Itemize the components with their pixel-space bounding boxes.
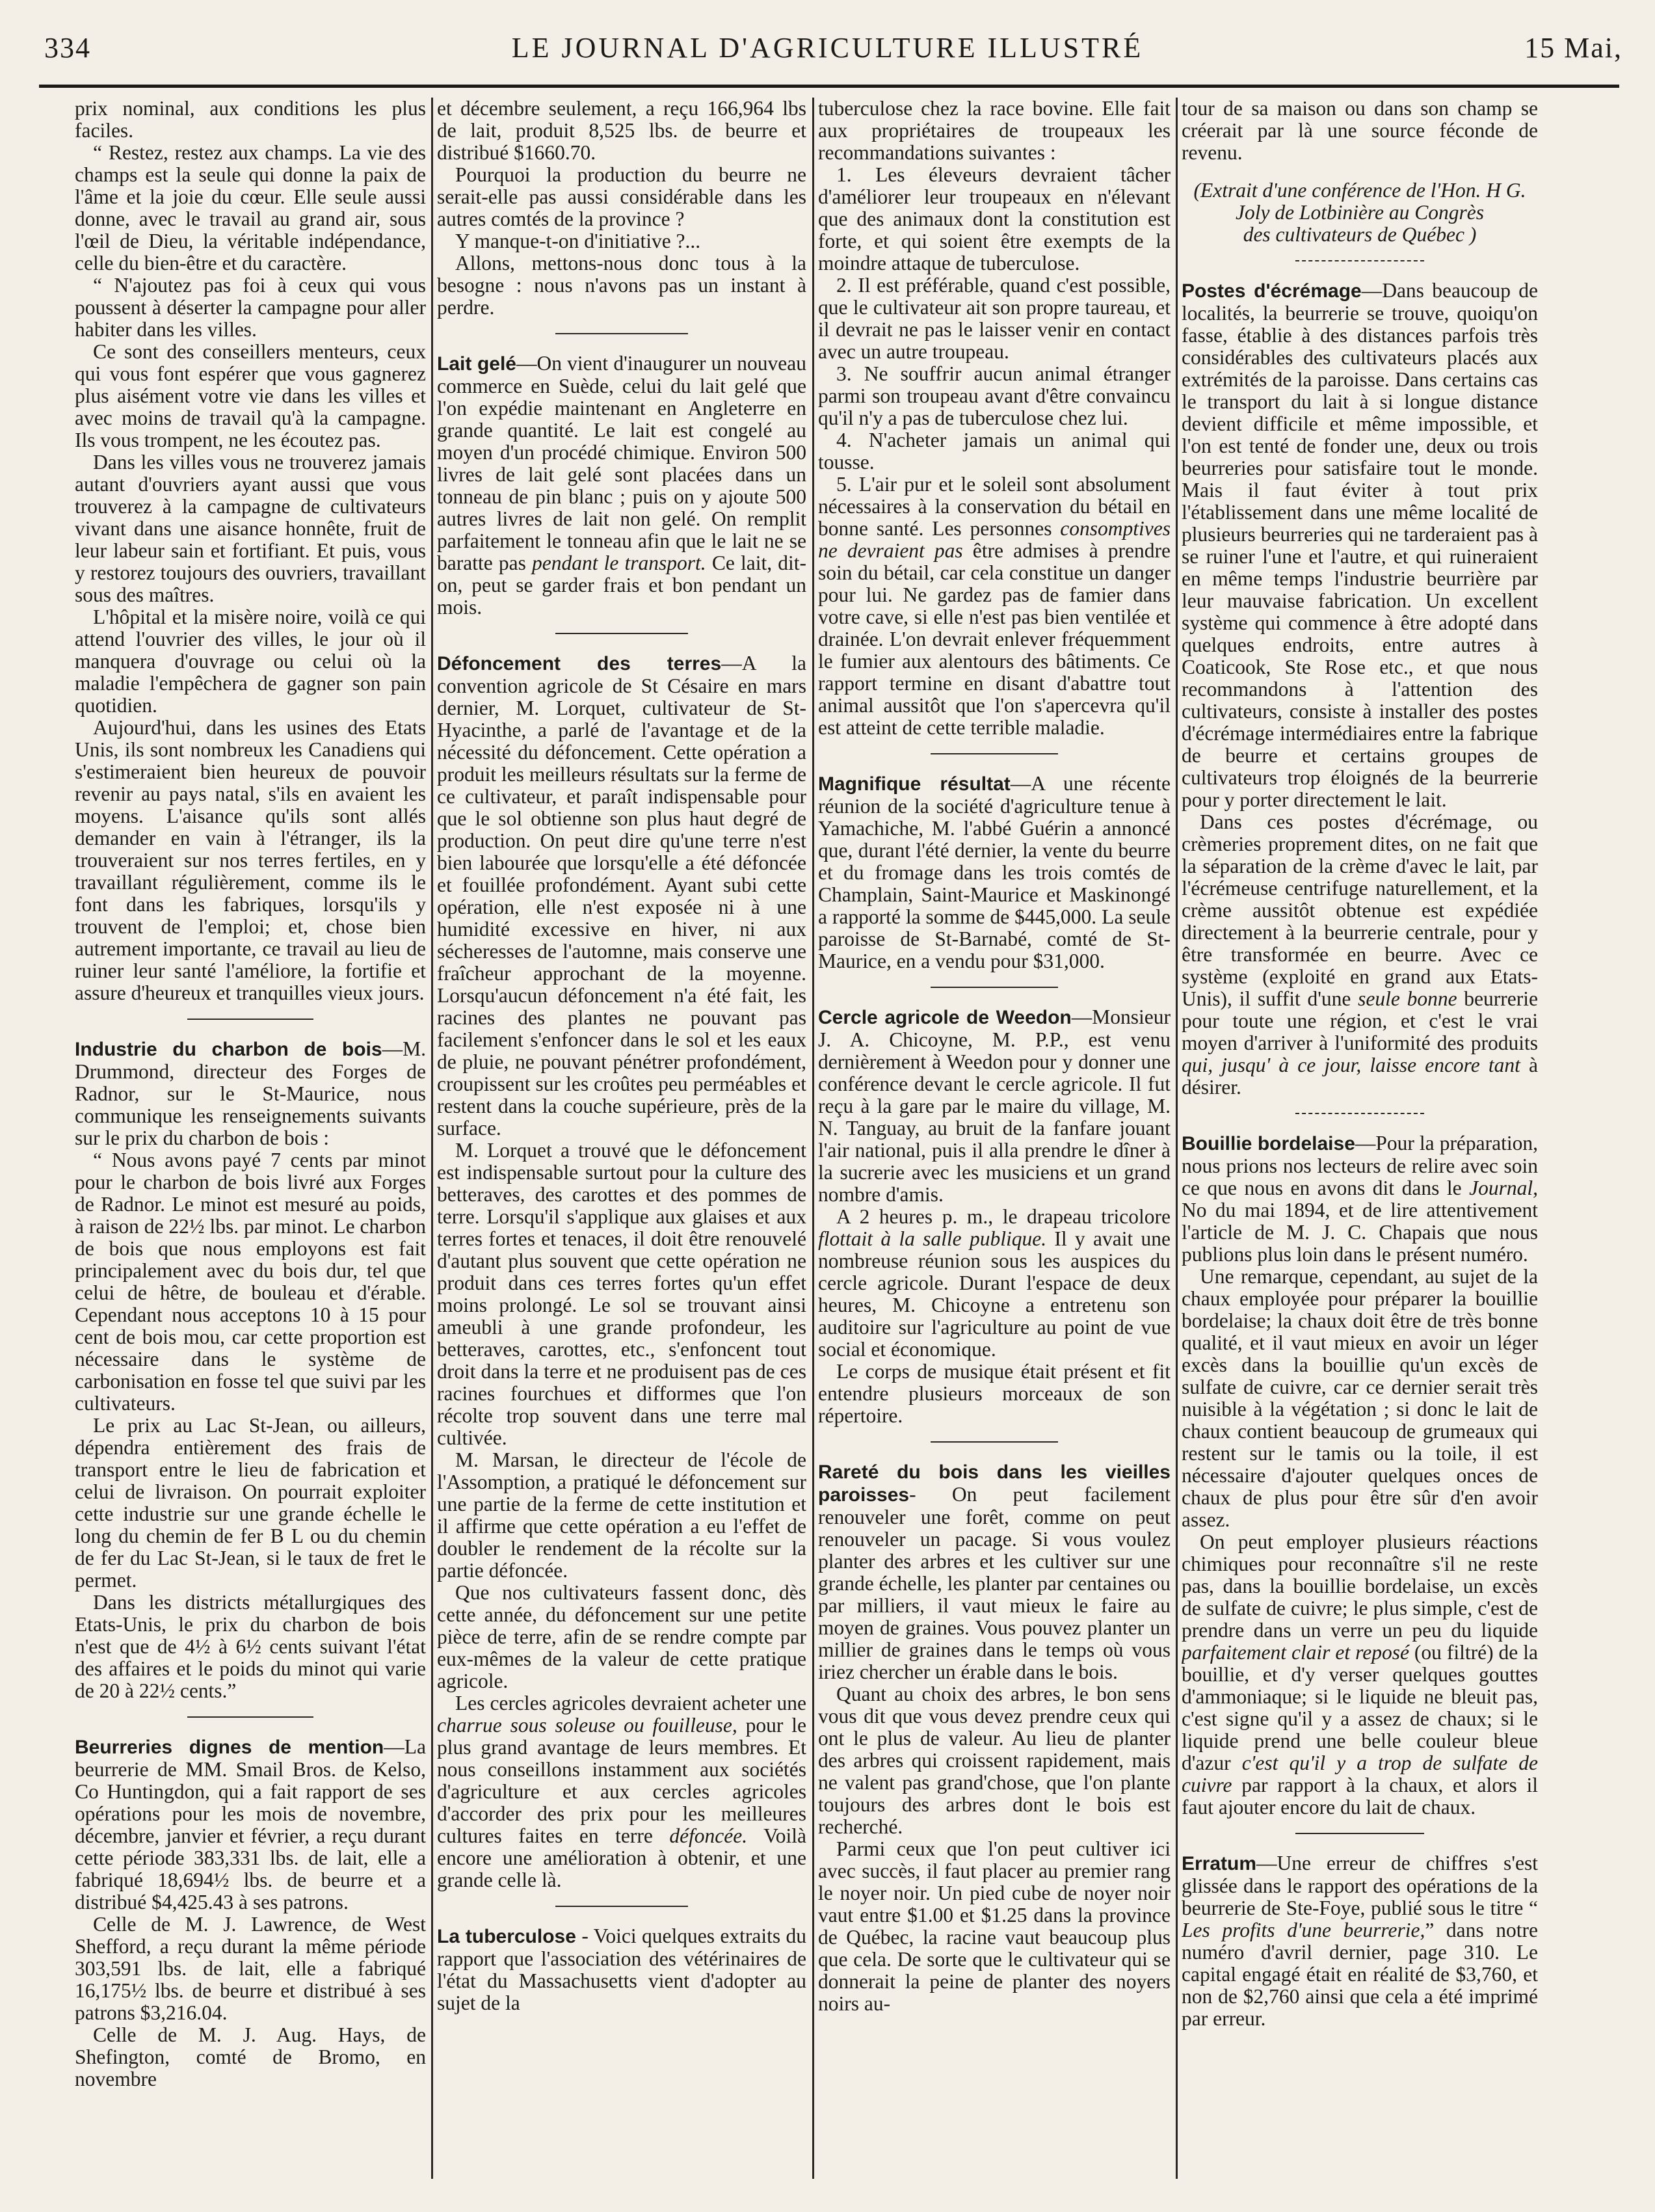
column-rule-1 xyxy=(431,98,433,2179)
source-credit: (Extrait d'une conférence de l'Hon. H G. Joly de Lotbinière au Congrès xyxy=(1193,179,1526,224)
paragraph: Dans les villes vous ne trouverez jamais autant d'ouvriers ayant aussi que vous trouverez à la campagne de cultivateurs vivant dans une aisance honnête, fruit de leur labeur sain et fortifiant. Et puis, vous y restorez toujours des ouvriers, travaillant sous des maîtres. xyxy=(75,451,426,606)
list-item: 3. Ne souffrir aucun animal étranger parmi son troupeau avant d'être convaincu qu'il n'y a pas de tuberculose chez lui. xyxy=(818,362,1171,429)
section-separator xyxy=(75,1004,426,1033)
emphasis: c'est qu'il y a trop de sulfate de cuivre xyxy=(1182,1752,1538,1796)
paragraph: Parmi ceux que l'on peut cultiver ici avec succès, il faut placer au premier rang le noyer noir. Un pied cube de noyer noir vaut entre $1.00 et $1.25 dans la province de Québec, la racine vaut beaucoup plus que cela. De sorte que le cultivateur qui se donnerait la peine de planter des noyers noirs au- xyxy=(818,1837,1171,2015)
list-item: 2. Il est préférable, quand c'est possible, que le cultivateur ait son propre taureau, et il devrait ne pas le laisser venir en contact avec un autre troupeau. xyxy=(818,274,1171,363)
section-separator xyxy=(437,619,806,647)
emphasis: flottait à la salle publique. xyxy=(818,1227,1047,1250)
article-heading: Erratum xyxy=(1182,1853,1257,1874)
list-item xyxy=(818,473,1171,739)
paragraph: Allons, mettons-nous donc tous à la besogne : nous n'avons pas un instant à perdre. xyxy=(437,252,806,319)
paragraph: “ Restez, restez aux champs. La vie des champs est la seule qui donne la paix de l'âme et la joie du cœur. Elle seule aussi donne, avec le travail au grand air, sous l'œil de Dieu, la véritable indépendance, celle du bien-être et du caractère. xyxy=(75,141,426,274)
article-text: par rapport à la chaux, et alors il faut ajouter encore du lait de chaux. xyxy=(1182,1774,1538,1819)
page-header xyxy=(0,0,1655,88)
section-separator xyxy=(1182,1099,1538,1127)
article-heading: Bouillie bordelaise xyxy=(1182,1133,1355,1154)
article-text: Il y avait une nombreuse réunion sous les auspices du cercle agricole. Durant l'espace de deux heures, M. Chicoyne a entretenu son auditoire sur l'agriculture au point de vue social et économique. xyxy=(818,1227,1171,1361)
paragraph: L'hôpital et la misère noire, voilà ce qui attend l'ouvrier des villes, le jour où il manquera d'ouvrage ou celui où la maladie l'empêchera de gagner son pain quotidien. xyxy=(75,606,426,717)
article-text: Les cercles agricoles devraient acheter une xyxy=(455,1692,806,1714)
article-heading: Industrie du charbon de bois xyxy=(75,1039,382,1060)
header-rule xyxy=(39,85,1619,88)
section-separator xyxy=(818,739,1171,767)
paragraph: prix nominal, aux conditions les plus faciles. xyxy=(75,98,426,142)
emphasis: charrue sous soleuse ou fouilleuse, xyxy=(437,1714,737,1737)
article-text: beurrerie pour toute une région, et c'est le vrai moyen d'arriver à l'uniformité des produits xyxy=(1182,987,1538,1054)
paragraph: Y manque-t-on d'initiative ?... xyxy=(455,230,701,252)
article-heading: La tuberculose xyxy=(437,1926,576,1947)
paragraph: Le corps de musique était présent et fit entendre plusieurs morceaux de son répertoire. xyxy=(818,1360,1171,1427)
paragraph: Ce sont des conseillers menteurs, ceux qui vous font espérer que vous gagnerez plus aisément votre vie dans les villes et avec moins de travail qu'à la campagne. Ils vous trompent, ne les écoutez pas. xyxy=(75,340,426,451)
article-text: (ou filtré) de la bouillie, et d'y verser quelques gouttes d'ammoniaque; si le liquide ne bleuit pas, c'est signe qu'il y a assez de chaux; si le liquide prend une belle couleur bleue d'azur xyxy=(1182,1641,1538,1774)
paragraph: Dans les districts métallurgiques des Etats-Unis, le prix du charbon de bois n'est que de 4½ à 6½ cents suivant l'état des affaires et le poids du minot qui varie de 20 à 22½ cents.” xyxy=(75,1591,426,1702)
paragraph: Quant au choix des arbres, le bon sens vous dit que vous devez prendre ceux qui ont le plus de valeur. Au lieu de planter des arbres qui croissent rapidement, mais ne valent pas grand'chose, que l'on plante toujours des arbres dont le bois est recherché. xyxy=(818,1683,1171,1838)
article-text: —La beurrerie de MM. Smail Bros. de Kelso, Co Huntingdon, qui a fait rapport de ses opérations pour les mois de novembre, décembre, janvier et février, a reçu durant cette période 383,331 lbs. de lait, elle a fabriqué 18,694½ lbs. de beurre et a distribué $4,425.43 à ses patrons. xyxy=(75,1735,426,1913)
column-4 xyxy=(1182,98,1538,2179)
paragraph: Une remarque, cependant, au sujet de la chaux employée pour préparer la bouillie bordelaise; la chaux doit être de très bonne qualité, et il vaut mieux en avoir un léger excès dans la bouillie qu'un excès de sulfate de cuivre, car ce dernier serait très nuisible à la végétation ; si donc le lait de chaux contient beaucoup de grumeaux qui restent sur le tamis ou la toile, il est nécessaire d'ajouter quelques onces de chaux de plus pour être sûr d'en avoir assez. xyxy=(1182,1265,1538,1531)
section-separator xyxy=(437,319,806,347)
section-separator xyxy=(818,1427,1171,1456)
paragraph: M. Lorquet a trouvé que le défoncement est indispensable surtout pour la culture des betteraves, des carottes et des pommes de terre. Lorsqu'il s'applique aux glaises et aux terres fortes et tenaces, il doit être renouvelé d'autant plus souvent que cette opération ne produit dans ces terres fortes qu'un effet moins prolongé. Le sol se trouvant ainsi ameubli à une grande profondeur, les betteraves, carottes, etc., s'enfoncent tout droit dans la terre et ne produisent pas de ces racines fourchues et difformes que l'on récolte trop souvent dans une terre mal cultivée. xyxy=(437,1139,806,1449)
article-heading: Cercle agricole de Weedon xyxy=(818,1007,1072,1028)
emphasis: Journal, xyxy=(1469,1177,1538,1199)
article-heading: Magnifique résultat xyxy=(818,773,1011,795)
emphasis: pendant le transport. xyxy=(532,552,706,574)
paragraph xyxy=(818,1206,1171,1361)
paragraph: “ Nous avons payé 7 cents par minot pour le charbon de bois livré aux Forges de Radnor. Le minot est mesuré au poids, à raison de 22½ lbs. par minot. Le charbon de bois que nous employons est fait principalement avec du bois dur, tel que celui de hêtre, de bouleau et d'érable. Cependant nous acceptons 10 à 15 pour cent de bois mou, car cette proportion est nécessaire dans le système de carbonisation en fosse tel que suivi par les cultivateurs. xyxy=(75,1149,426,1415)
article-text: Voilà encore une amélioration à obtenir, et une grande celle là. xyxy=(437,1824,806,1891)
article-heading: Beurreries dignes de mention xyxy=(75,1737,384,1758)
article-text: à désirer. xyxy=(1182,1054,1538,1099)
article-text: ” dans notre numéro d'avril dernier, page 310. Le capital engagé était en réalité de $3,760, et non de $2,760 ainsi que cela a été imprimé par erreur. xyxy=(1182,1919,1538,2030)
emphasis: Les profits d'une beurrerie, xyxy=(1182,1919,1425,1941)
paragraph: Que nos cultivateurs fassent donc, dès cette année, du défoncement sur une petite pièce de terre, afin de se rendre compte par eux-mêmes de la valeur de cette pratique agricole. xyxy=(437,1581,806,1692)
paragraph: Pourquoi la production du beurre ne serait-elle pas aussi considérable dans les autres comtés de la province ? xyxy=(437,163,806,230)
article-heading: Rareté du bois dans les vieilles paroisses xyxy=(818,1461,1171,1506)
column-rule-2 xyxy=(812,98,814,2179)
article-text: —M. Drummond, directeur des Forges de Radnor, sur le St-Maurice, nous communique les renseignements suivants sur le prix du charbon de bois : xyxy=(75,1037,426,1149)
paragraph xyxy=(1182,1531,1538,1819)
page-number: 334 xyxy=(44,32,91,64)
article-text: Dans ces postes d'écrémage, ou crèmeries proprement dites, on ne fait que la séparation de la crème d'avec le lait, par l'écrémeuse centrifuge naturellement, et la crème aussitôt obtenue est expédiée directement à la beurrerie centrale, pour y être transformée en beurre. Avec ce système (exploité en grand aux Etats-Unis), il suffit d'une xyxy=(1182,810,1538,1010)
paragraph: M. Marsan, le directeur de l'école de l'Assomption, a pratiqué le défoncement sur une partie de la ferme de cette institution et il affirme que cette opération a eu l'effet de doubler le rendement de la récolte sur la partie défoncée. xyxy=(437,1448,806,1582)
paragraph xyxy=(437,1692,806,1891)
paragraph: et décembre seulement, a reçu 166,964 lbs de lait, produit 8,525 lbs. de beurre et distribué $1660.70. xyxy=(437,98,806,164)
paragraph: Le prix au Lac St-Jean, ou ailleurs, dépendra entièrement des frais de transport entre le lieu de fabrication et celui de livraison. On pourrait exploiter cette industrie sur une grande échelle le long du chemin de fer B L ou du chemin de fer du Lac St-Jean, si le taux de fret le permet. xyxy=(75,1414,426,1592)
paragraph: Celle de M. J. Aug. Hays, de Shefington, comté de Bromo, en novembre xyxy=(75,2023,426,2090)
article-text: —A une récente réunion de la société d'agriculture tenue à Yamachiche, M. l'abbé Guérin a annoncé que, durant l'été dernier, la vente du beurre et du fromage dans les trois comtés de Champlain, Saint-Maurice et Maskinongé a rapporté la somme de $445,000. La seule paroisse de St-Barnabé, comté de St-Maurice, en a vendu pour $31,000. xyxy=(818,772,1171,972)
article-text: - On peut facilement renouveler une forêt, comme on peut renouveler un pacage. Si vous voulez planter des arbres et les cultiver sur une grande échelle, les planter par centaines ou par milliers, il vaut mieux le faire au moyen de graines. Vous pouvez planter un millier de graines dans le temps où vous iriez chercher un érable dans le bois. xyxy=(818,1483,1171,1683)
section-separator xyxy=(75,1702,426,1731)
journal-title: LE JOURNAL D'AGRICULTURE ILLUSTRÉ xyxy=(511,32,1144,64)
section-separator xyxy=(818,972,1171,1001)
article-text: —Pour la préparation, nous prions nos lecteurs de relire avec soin ce que nous en avons dit dans le xyxy=(1182,1132,1538,1199)
section-separator xyxy=(1182,246,1538,274)
article-text: —Une erreur de chiffres s'est glissée dans le rapport des opérations de la beurrerie de Ste-Foye, publié sous le titre “ xyxy=(1182,1852,1538,1919)
article-text: 5. L'air pur et le soleil sont absolument nécessaires à la conservation du bétail en bonne santé. Les personnes xyxy=(818,473,1171,540)
article-text: —Monsieur J. A. Chicoyne, M. P.P., est venu dernièrement à Weedon pour y donner une conférence devant le cercle agricole. Il fut reçu à la gare par le maire du village, M. N. Tanguay, au bruit de la fanfare jouant l'air national, puis il alla prendre le dîner à la sucrerie avec les musiciens et un grand nombre d'amis. xyxy=(818,1006,1171,1206)
article-text: être admises à prendre soin du bétail, car cela constitue un danger pour lui. Ne gardez pas de famier dans votre cave, si elle n'est pas bien ventilée et drainée. L'on devrait enlever fréquemment le fumier aux alentours des bâtiments. Ce rapport termine en disant d'abattre tout animal aussitôt que l'on s'apercevra qu'il est atteint de cette terrible maladie. xyxy=(818,539,1171,739)
article-heading: Défoncement des terres xyxy=(437,653,722,674)
list-item: 4. N'acheter jamais un animal qui tousse. xyxy=(818,429,1171,473)
article-text: —A la convention agricole de St Césaire en mars dernier, M. Lorquet, cultivateur de St-Hyacinthe, a parlé de l'avantage et de la nécessité du défoncement. Cette opération a produit les meilleurs résultats sur la ferme de ce cultivateur, et paraît indispensable pour que le sol obtienne son plus haut degré de production. On peut dire qu'une terre n'est bien labourée que lorsqu'elle a été défoncée et fouillée profondément. Ayant subi cette opération, elle n'est exposée ni à une humidité excessive en hiver, ni aux sécheresses de l'automne, mais conserve une fraîcheur approchant de la moyenne. Lorsqu'aucun défoncement n'a été fait, les racines des plantes ne pouvant pas facilement s'enfoncer dans le sol et les eaux de pluie, ne pouvant pénétrer profondément, croupissent sur les croûtes peu perméables et restent dans la couche supérieure, près de la surface. xyxy=(437,652,806,1139)
issue-date: 15 Mai, xyxy=(1524,32,1622,64)
article-text: A 2 heures p. m., le drapeau tricolore xyxy=(836,1205,1171,1228)
paragraph: tuberculose chez la race bovine. Elle fait aux propriétaires de troupeaux les recommandations suivantes : xyxy=(818,98,1171,164)
source-credit: des cultivateurs de Québec ) xyxy=(1243,223,1477,246)
column-3 xyxy=(818,98,1171,2179)
article-text: On peut employer plusieurs réactions chimiques pour reconnaître s'il ne reste pas, dans la bouillie bordelaise, un excès de sulfate de cuivre; le plus simple, c'est de prendre dans un verre un peu du liquide xyxy=(1182,1530,1538,1642)
article-text: No du mai 1894, et de lire attentivement l'article de M. J. C. Chapais que nous publions plus loin dans le présent numéro. xyxy=(1182,1199,1538,1266)
article-text: pour le plus grand avantage de leurs membres. Et nous conseillons instamment aux sociétés d'agriculture et aux cercles agricoles d'accorder des prix pour les meilleures cultures faites en terre xyxy=(437,1714,806,1847)
section-separator xyxy=(1182,1819,1538,1847)
article-text: Ce lait, dit-on, peut se garder frais et bon pendant un mois. xyxy=(437,552,806,619)
article-heading: Postes d'écrémage xyxy=(1182,280,1362,302)
paragraph: Celle de M. J. Lawrence, de West Shefford, a reçu durant la même période 303,591 lbs. de lait, elle a fabriqué 16,175½ lbs. de beurre et distribué à ses patrons $3,216.04. xyxy=(75,1913,426,2024)
emphasis: qui, jusqu' à ce jour, laisse encore tant xyxy=(1182,1054,1520,1076)
paragraph: tour de sa maison ou dans son champ se créerait par là une source féconde de revenu. xyxy=(1182,98,1538,164)
article-heading: Lait gelé xyxy=(437,353,516,375)
article-text: —Dans beaucoup de localités, la beurrerie se trouve, quoiqu'on fasse, établie à des distances parfois très considérables des cultivateurs placés aux extrémités de la paroisse. Dans certains cas le transport du lait à si longue distance devient difficile et même impossible, et l'on est tenté de fonder une, deux ou trois beurreries pour satisfaire tout le monde. Mais il faut éviter à tout prix l'établissement dans une même localité de plusieurs beurreries qui ne tarderaient pas à se ruiner l'une et l'autre, et qui ruineraient en même temps l'industrie beurrière par leur mauvaise fabrication. Un excellent système qui commence à être adopté dans quelques endroits, entre autres à Coaticook, Ste Rose etc., et que nous recommandons à l'attention des cultivateurs, consiste à installer des postes d'écrémage intermédiaires entre la fabrique de beurre et certains groupes de cultivateurs trop éloignés de la beurrerie pour y porter directement le lait. xyxy=(1182,279,1538,811)
column-rule-3 xyxy=(1176,98,1178,2179)
paragraph xyxy=(1182,811,1538,1099)
article-text: —On vient d'inaugurer un nouveau commerce en Suède, celui du lait gelé que l'on expédie maintenant en Angleterre en grande quantité. Le lait est congelé au moyen d'un procédé chimique. Environ 500 livres de lait gelé sont placées dans un tonneau de pin blanc ; puis on y ajoute 500 autres livres de lait non gelé. On remplit parfaitement le tonneau afin que le lait ne se baratte pas xyxy=(437,352,806,574)
paragraph: Aujourd'hui, dans les usines des Etats Unis, ils sont nombreux les Canadiens qui s'estimeraient bien heureux de pouvoir revenir au pays natal, s'ils en avaient les moyens. L'aisance qu'ils sont allés demander en vain à l'étranger, ils la trouveraient sur nos terres fertiles, en y travaillant régulièrement, comme ils le font dans les fabriques, lorsqu'ils y trouvent de l'emploi; et, chose bien autrement importante, ce travail au lieu de ruiner leur santé l'améliore, la fortifie et assure d'heureux et tranquilles vieux jours. xyxy=(75,716,426,1004)
emphasis: seule bonne xyxy=(1358,987,1457,1010)
emphasis: parfaitement clair et reposé xyxy=(1182,1641,1409,1664)
section-separator xyxy=(437,1891,806,1920)
list-item: 1. Les éleveurs devraient tâcher d'améliorer leur troupeaux en n'élevant que des animaux dont la constitution est forte, et qui soient être exempts de la moindre attaque de tuberculose. xyxy=(818,163,1171,274)
article-text: - Voici quelques extraits du rapport que l'association des vétérinaires de l'état du Massachusetts vient d'adopter au sujet de la xyxy=(437,1925,806,2014)
emphasis: consomptives ne devraient pas xyxy=(818,517,1171,562)
column-2 xyxy=(437,98,806,2179)
column-1 xyxy=(75,98,426,2179)
emphasis: défoncée. xyxy=(669,1824,748,1847)
paragraph: “ N'ajoutez pas foi à ceux qui vous poussent à déserter la campagne pour aller habiter dans les villes. xyxy=(75,274,426,341)
